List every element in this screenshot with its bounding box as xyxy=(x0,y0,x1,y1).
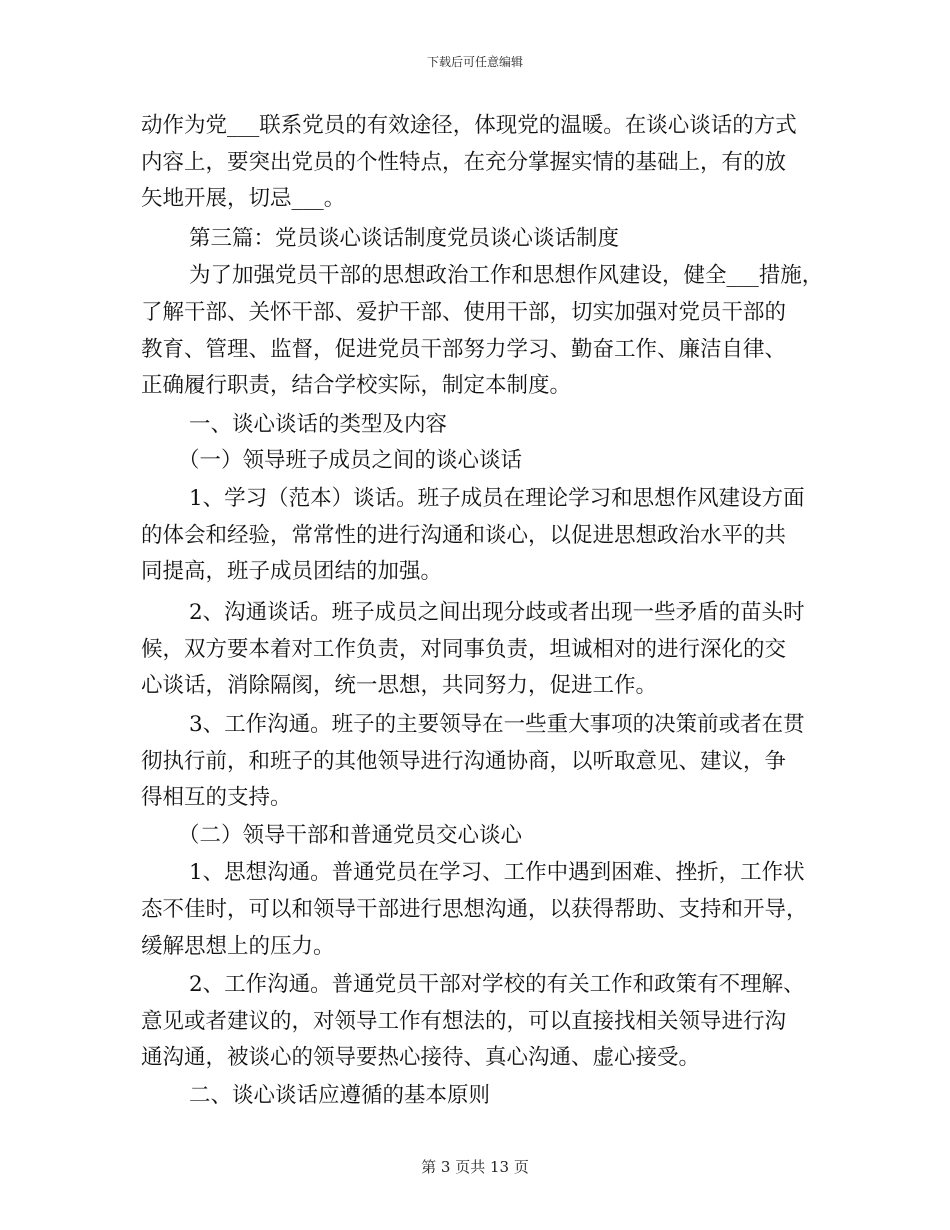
section-heading: 第三篇：党员谈心谈话制度党员谈心谈话制度 xyxy=(189,226,620,251)
text-line: 正确履行职责，结合学校实际，制定本制度。 xyxy=(141,373,572,398)
text-line: 通沟通，被谈心的领导要热心接待、真心沟通、虚心接受。 xyxy=(141,1045,701,1070)
text-line: 2、沟通谈话。班子成员之间出现分歧或者出现一些矛盾的苗头时 xyxy=(189,600,805,625)
text-line: 1、学习（范本）谈话。班子成员在理论学习和思想作风建设方面 xyxy=(189,486,805,511)
section-heading: 一、谈心谈话的类型及内容 xyxy=(189,412,448,437)
text-line: 2、工作沟通。普通党员干部对学校的有关工作和政策有不理解、 xyxy=(189,972,805,997)
text-line: 心谈话，消除隔阂，统一思想，共同努力，促进工作。 xyxy=(141,673,658,698)
text-line: 内容上，要突出党员的个性特点，在充分掌握实情的基础上，有的放 xyxy=(141,150,787,175)
subsection-heading: （二）领导干部和普通党员交心谈心 xyxy=(178,823,523,848)
text-line: 缓解思想上的压力。 xyxy=(141,934,335,959)
section-heading: 二、谈心谈话应遵循的基本原则 xyxy=(189,1083,491,1108)
page-number: 第 3 页共 13 页 xyxy=(421,1158,529,1176)
text-line: 彻执行前，和班子的其他领导进行沟通协商，以听取意见、建议，争 xyxy=(141,749,787,774)
text-line: 3、工作沟通。班子的主要领导在一些重大事项的决策前或者在贯 xyxy=(189,712,805,737)
text-line: 1、思想沟通。普通党员在学习、工作中遇到困难、挫折，工作状 xyxy=(189,860,805,885)
text-line: 候，双方要本着对工作负责，对同事负责，坦诚相对的进行深化的交 xyxy=(141,637,787,662)
text-line: 教育、管理、监督，促进党员干部努力学习、勤奋工作、廉洁自律、 xyxy=(141,337,787,362)
text-line: 态不佳时，可以和领导干部进行思想沟通，以获得帮助、支持和开导， xyxy=(141,897,808,922)
text-line: 为了加强党员干部的思想政治工作和思想作风建设，健全___措施， xyxy=(189,263,824,288)
text-line: 了解干部、关怀干部、爱护干部、使用干部，切实加强对党员干部的 xyxy=(141,300,787,325)
text-line: 意见或者建议的，对领导工作有想法的，可以直接找相关领导进行沟 xyxy=(141,1009,787,1034)
text-line: 得相互的支持。 xyxy=(141,785,292,810)
text-line: 动作为党___联系党员的有效途径，体现党的温暖。在谈心谈话的方式 xyxy=(141,113,797,138)
text-line: 同提高，班子成员团结的加强。 xyxy=(141,559,443,584)
text-line: 的体会和经验，常常性的进行沟通和谈心，以促进思想政治水平的共 xyxy=(141,523,787,548)
page-header: 下载后可任意编辑 xyxy=(426,55,523,69)
text-line: 矢地开展，切忌___。 xyxy=(141,186,346,211)
subsection-heading: （一）领导班子成员之间的谈心谈话 xyxy=(178,448,523,473)
